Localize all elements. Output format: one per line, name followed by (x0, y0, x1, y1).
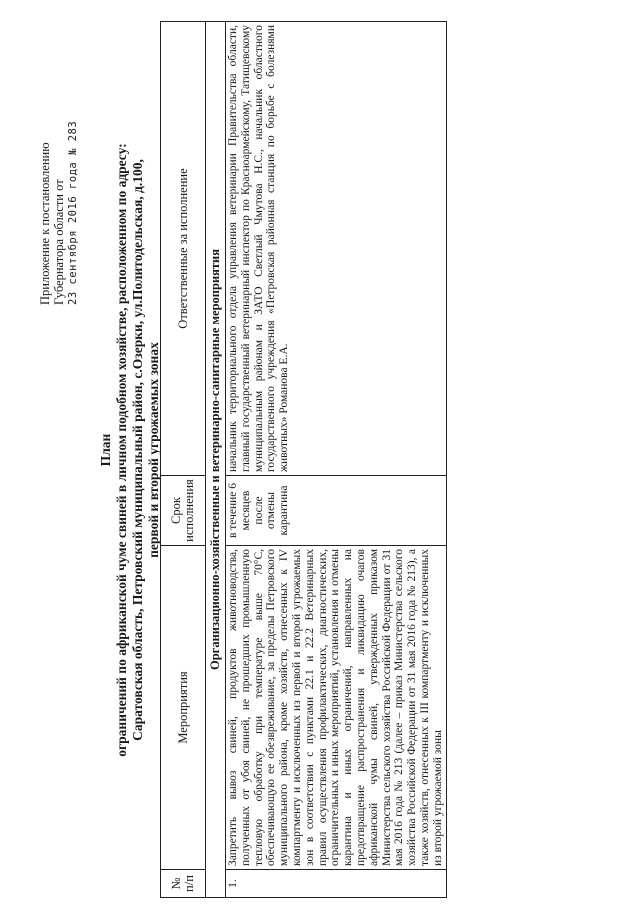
header-term: Срок исполнения (161, 476, 206, 546)
section-title: Организационно-хозяйственные и ветеринарно-санитарные мероприятия (206, 22, 226, 898)
appendix-date-stamp: 23 сентября 2016 года № 283 (67, 120, 79, 305)
title-line-1: План (98, 433, 113, 467)
row-measure: Запретить вывоз свиней, продуктов животноводства, полученных от убоя свиней, не прошедших промышленную тепловую обработку при температуре выше 70°С, обеспечивающую ее обезвреживание, за пределы Петровского муниципального района, кроме хозяйств, отнесенных к IV компартменту и исключенных из первой и второй угрожаемых зон в соответствии с пунктами 22.1 и 22.2 Ветеринарных правил осуществления профилактических, диагностических, ограничительных и иных мероприятий, установления и отмены карантина и иных ограничений, направленных на предотвращение распространения и ликвидацию очагов африканской чумы свиней, утвержденных приказом Министерства сельского хозяйства Российской Федерации от 31 мая 2016 года № 213 (далее – приказ Министерства сельского хозяйства Российской Федерации от 31 мая 2016 года № 213), а также хозяйств, отнесенных к III компартменту и исключенных из второй угрожаемой зоны (226, 546, 447, 870)
row-num: 1. (226, 870, 447, 898)
row-term: в течение 6 месяцев после отмены карантина (226, 476, 447, 546)
measures-table (160, 21, 447, 898)
table-row (226, 22, 447, 898)
appendix-line-1: Приложение к постановлению (38, 142, 52, 305)
header-responsible: Ответственные за исполнение (161, 22, 206, 476)
header-measures: Мероприятия (161, 546, 206, 870)
table-header-row (161, 22, 206, 898)
appendix-note (38, 85, 80, 305)
title-line-3: Саратовская область, Петровский муниципальный район, с.Озерки, ул.Политодельская, д.100, (130, 159, 145, 741)
row-responsible: начальник территориального отдела управления ветеринарии Правительства области, главный государственный ветеринарный инспектор по Красноармейскому, Татищевскому муниципальным районам и ЗАТО Светлый Чмутова Н.С., начальник областного государственного учреждения «Петровская районная станция по борьбе с болезнями животных» Романова Е.А. (226, 22, 447, 476)
title-line-2: ограничений по африканской чуме свиней в личном подобном хозяйстве, расположенном по адресу: (114, 143, 129, 757)
header-num: № п/п (161, 870, 206, 898)
section-row (206, 22, 226, 898)
appendix-line-2: Губернатора области от (52, 179, 66, 305)
title-line-4: первой и второй угрожаемых зонах (146, 342, 161, 558)
document-title (98, 55, 162, 845)
